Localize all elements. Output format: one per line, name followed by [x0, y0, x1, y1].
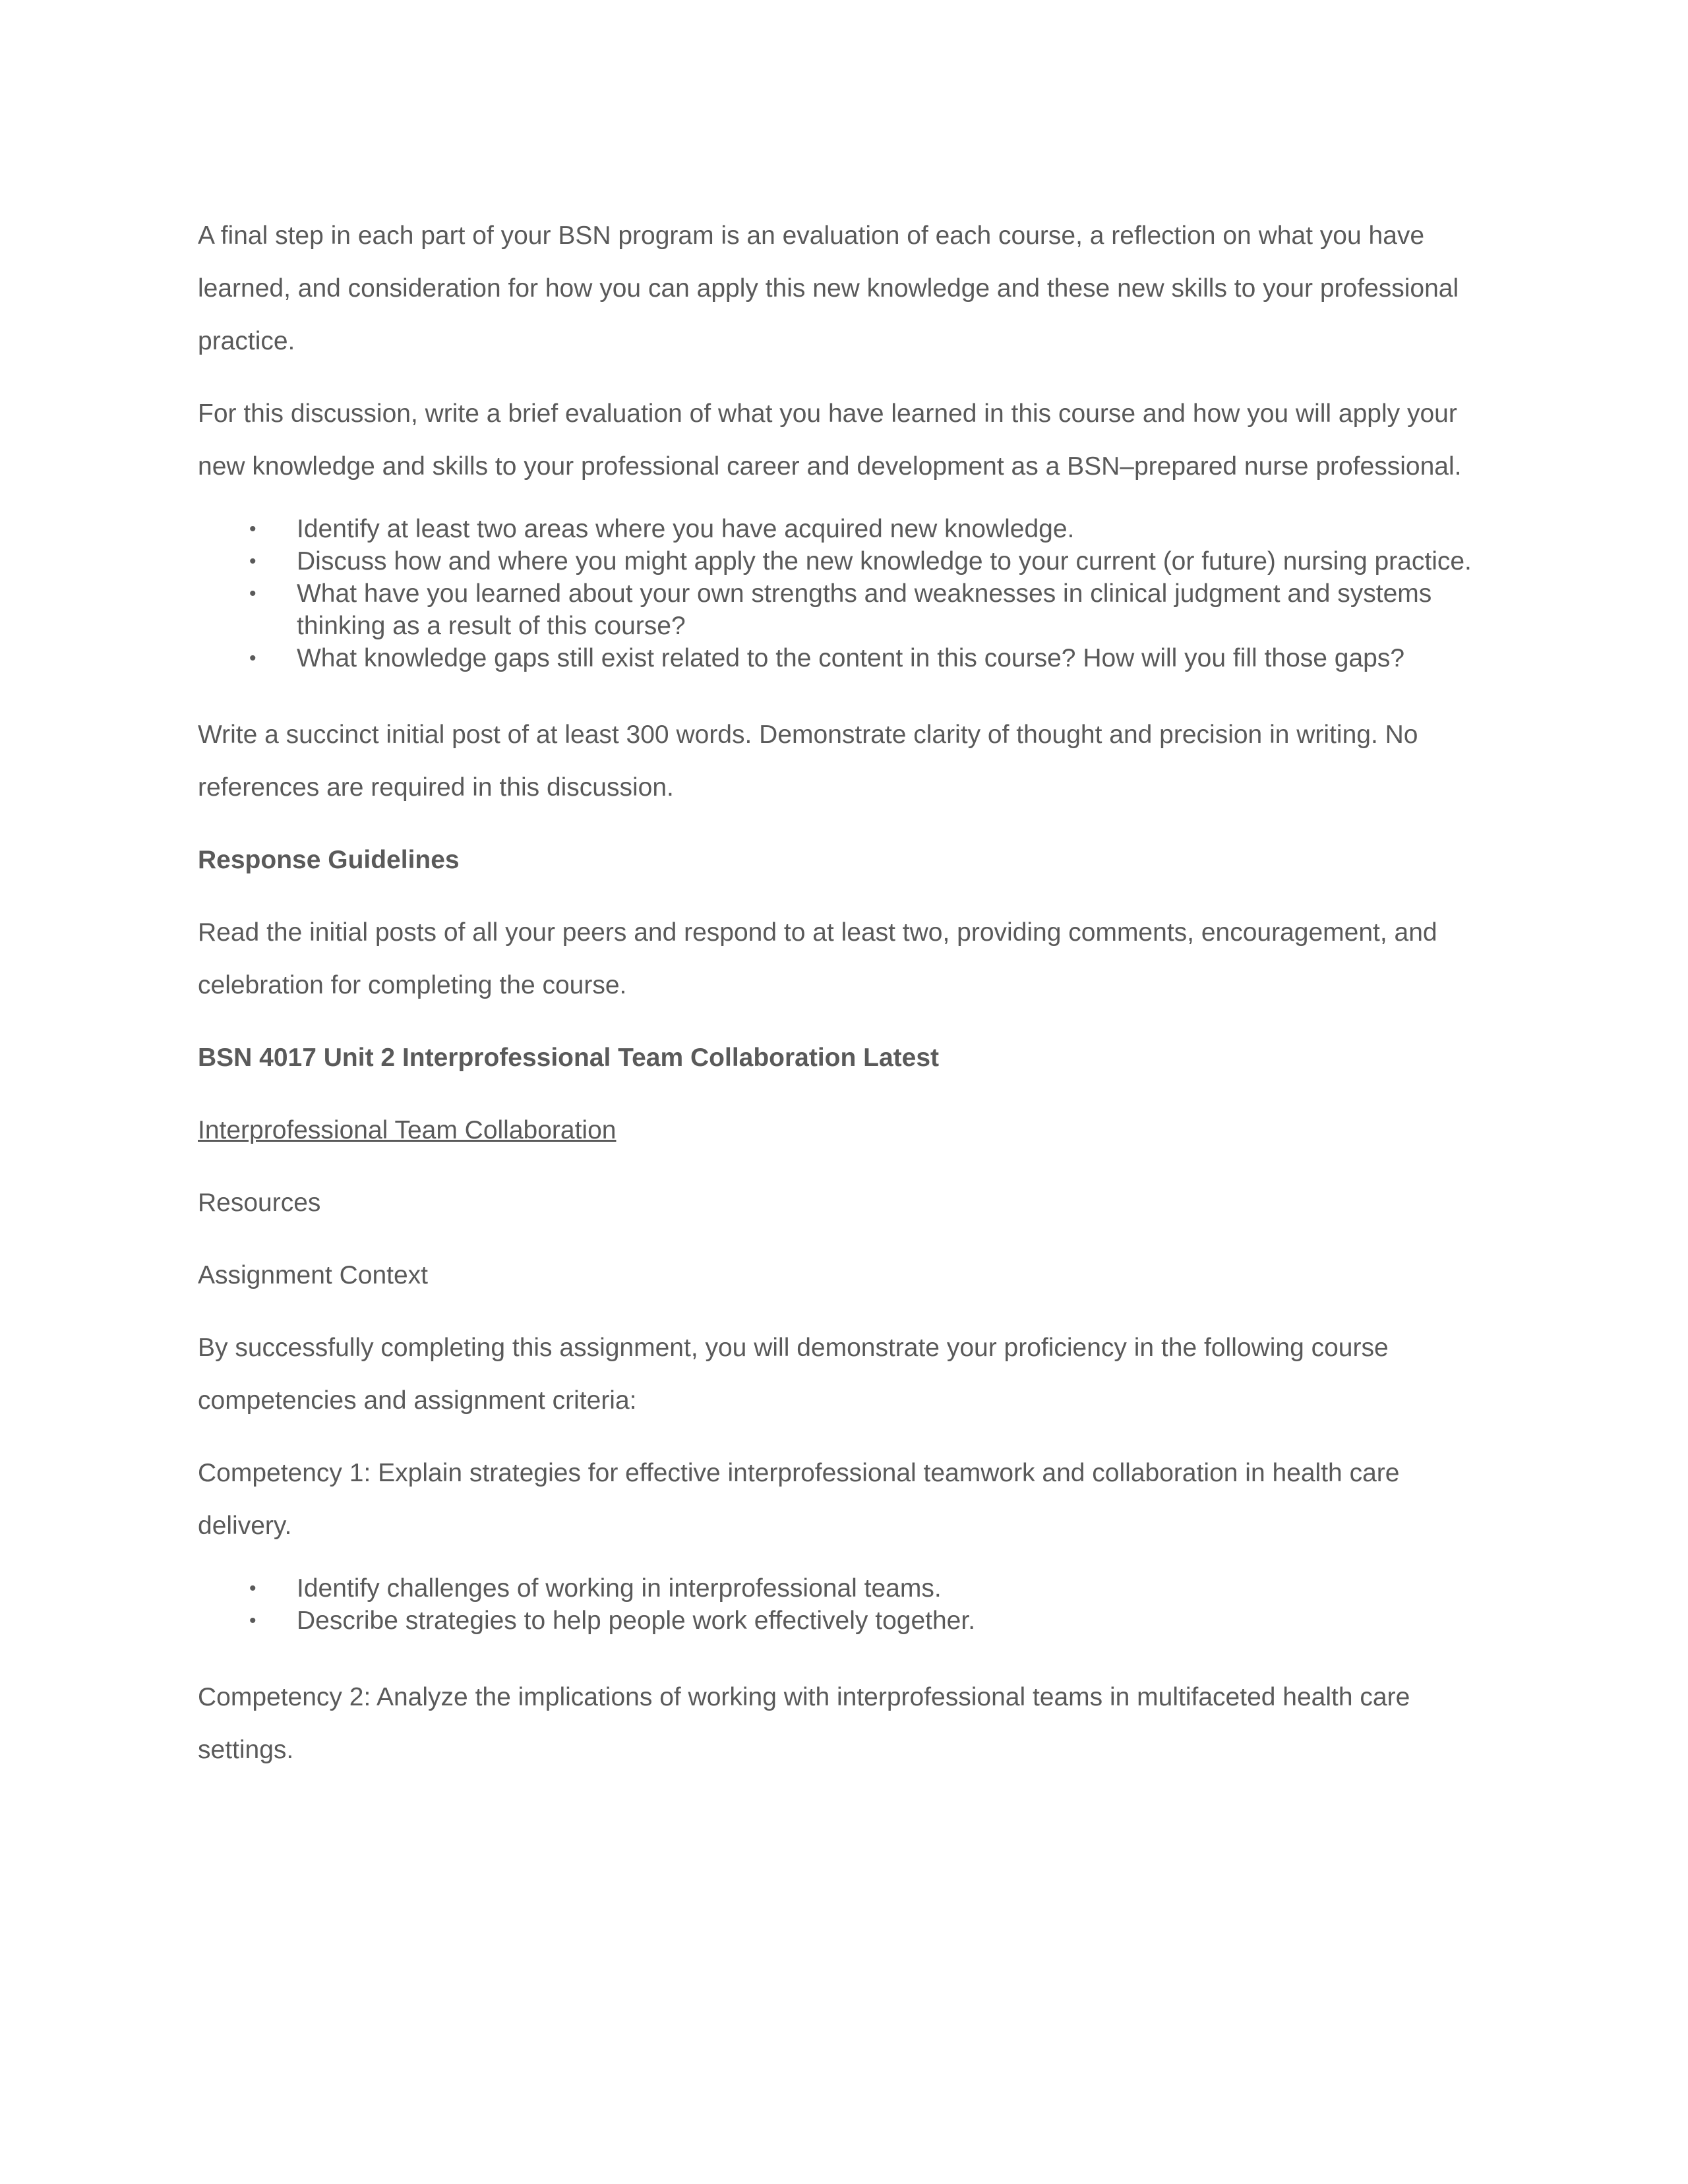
- list-item-text: Discuss how and where you might apply the new knowledge to your current (or future) nursing practice.: [297, 547, 1472, 576]
- resources-label: Resources: [198, 1189, 321, 1217]
- bsn-unit-heading: BSN 4017 Unit 2 Interprofessional Team Collaboration Latest: [198, 1044, 940, 1072]
- list-item-text: What have you learned about your own strengths and weaknesses in clinical judgment and systems thinking as a result of this course?: [297, 579, 1432, 640]
- link-text[interactable]: Interprofessional Team Collaboration: [198, 1116, 617, 1144]
- initial-post-paragraph: Write a succinct initial post of at least 300 words. Demonstrate clarity of thought and precision in writing. No references are required in this discussion.: [198, 721, 1418, 802]
- competency-1-paragraph: Competency 1: Explain strategies for effective interprofessional teamwork and collaboration in health care delivery.: [198, 1459, 1400, 1540]
- list-item: [198, 577, 1490, 642]
- assignment-context-label: Assignment Context: [198, 1261, 429, 1289]
- list-item: [198, 1572, 1490, 1605]
- list-item-text: Identify challenges of working in interprofessional teams.: [297, 1574, 942, 1603]
- discussion-requirements-list: [198, 513, 1490, 674]
- list-item: [198, 545, 1490, 577]
- competency-2-paragraph: Competency 2: Analyze the implications of working with interprofessional teams in multifaceted health care settings.: [198, 1683, 1410, 1764]
- competencies-intro-paragraph: By successfully completing this assignment, you will demonstrate your proficiency in the following course competencies and assignment criteria:: [198, 1334, 1389, 1415]
- list-item-text: What knowledge gaps still exist related to the content in this course? How will you fill those gaps?: [297, 644, 1405, 672]
- list-item: [198, 642, 1490, 674]
- competency-1-criteria-list: [198, 1572, 1490, 1637]
- bullet-icon: •: [249, 550, 256, 572]
- list-item-text: Identify at least two areas where you have acquired new knowledge.: [297, 515, 1075, 543]
- bullet-icon: •: [249, 518, 256, 540]
- bullet-icon: •: [249, 1578, 256, 1599]
- team-collaboration-link[interactable]: [198, 1104, 1490, 1157]
- list-item: [198, 513, 1490, 545]
- list-item-text: Describe strategies to help people work effectively together.: [297, 1607, 976, 1635]
- bullet-icon: •: [249, 1610, 256, 1632]
- list-item: [198, 1605, 1490, 1637]
- intro-paragraph: A final step in each part of your BSN program is an evaluation of each course, a reflection on what you have learned, and consideration for how you can apply this new knowledge and these new skills to your professional practice.: [198, 221, 1459, 355]
- bullet-icon: •: [249, 583, 256, 605]
- discussion-paragraph: For this discussion, write a brief evaluation of what you have learned in this course and how you will apply your new knowledge and skills to your professional career and development as a BSN–prepared nurse professional.: [198, 399, 1462, 481]
- document-page: [198, 210, 1490, 1796]
- response-guidelines-paragraph: Read the initial posts of all your peers and respond to at least two, providing comments, encouragement, and celebration for completing the course.: [198, 918, 1437, 999]
- bullet-icon: •: [249, 647, 256, 669]
- response-guidelines-heading: Response Guidelines: [198, 846, 460, 874]
